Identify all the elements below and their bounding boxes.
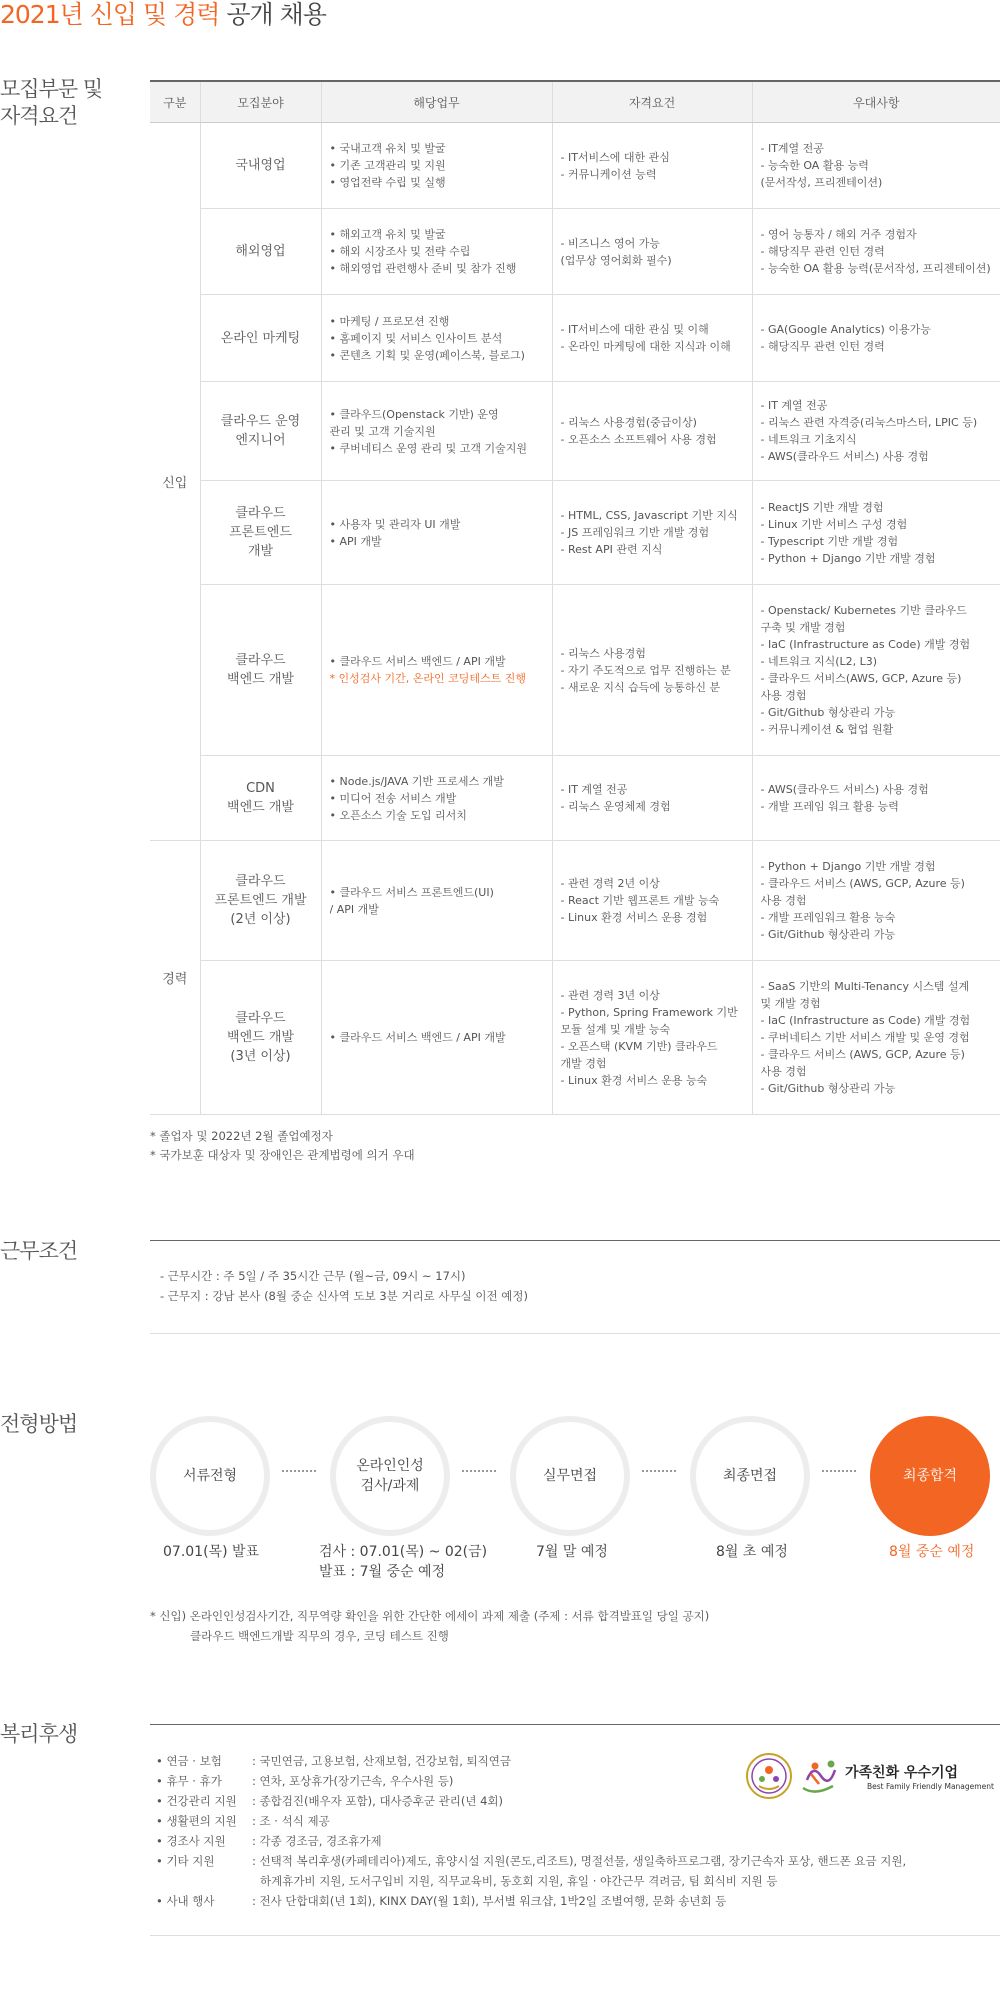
- table-row: [150, 756, 1000, 841]
- step-connector: [282, 1470, 316, 1472]
- preferred-cell: - Openstack/ Kubernetes 기반 클라우드 구축 및 개발 경험 - IaC (Infrastructure as Code) 개발 경험 - 네트워크 지식(L2, L3) - 클라우드 서비스(AWS, GCP, Azure 등) 사용 경험 - Git/Github 형상관리 가능 - 커뮤니케이션 & 협업 원활: [752, 585, 1000, 756]
- field-cell: 온라인 마케팅: [200, 295, 321, 382]
- welfare-value: : 전사 단합대회(년 1회), KINX DAY(월 1회), 부서별 워크샵, 1박2일 조별여행, 문화 송년회 등: [252, 1894, 727, 1908]
- page-title: [0, 0, 326, 30]
- step-date: 8월 초 예정: [716, 1544, 788, 1560]
- table-row: [150, 382, 1000, 481]
- requirements-cell: - 관련 경력 3년 이상 - Python, Spring Framework 기반 모듈 설계 및 개발 능숙 - 오픈스택 (KVM 기반) 클라우드 개발 경험 - Linux 환경 서비스 운용 능숙: [552, 961, 752, 1115]
- field-cell: 클라우드 백엔드 개발: [200, 585, 321, 756]
- header-preferred: 우대사항: [752, 81, 1000, 123]
- preferred-cell: - SaaS 기반의 Multi-Tenancy 시스템 설계 및 개발 경험 - IaC (Infrastructure as Code) 개발 경험 - 쿠버네티스 기반 서비스 개발 및 운영 경험 - 클라우드 서비스 (AWS, GCP, Azure 등) 사용 경험 - Git/Github 형상관리 가능: [752, 961, 1000, 1115]
- welfare-key: • 경조사 지원: [156, 1834, 226, 1848]
- title-rest: 공개 채용: [219, 0, 326, 29]
- table-note: * 국가보훈 대상자 및 장애인은 관계법령에 의거 우대: [150, 1148, 415, 1162]
- welfare-key: • 기타 지원: [156, 1854, 215, 1868]
- divider: [150, 1240, 1000, 1241]
- welfare-key: • 연금 · 보험: [156, 1754, 222, 1768]
- step-practical-interview: [510, 1416, 630, 1536]
- welfare-key: • 건강관리 지원: [156, 1794, 237, 1808]
- field-cell: 해외영업: [200, 209, 321, 295]
- welfare-key: • 휴무 · 휴가: [156, 1774, 222, 1788]
- welfare-key: • 생활편의 지원: [156, 1814, 237, 1828]
- family-friendly-badge: [745, 1752, 995, 1807]
- requirements-cell: - IT 계열 전공 - 리눅스 운영체제 경험: [552, 756, 752, 841]
- field-cell: 클라우드 프론트엔드 개발 (2년 이상): [200, 841, 321, 961]
- selection-note: * 신입) 온라인인성검사기간, 직무역량 확인을 위한 간단한 에세이 과제 제출 (주제 : 서류 합격발표일 당일 공지) 클라우드 백엔드개발 직무의 경우, 코딩 테스트 진행: [150, 1609, 710, 1643]
- requirements-cell: - 비즈니스 영어 가능 (업무상 영어회화 필수): [552, 209, 752, 295]
- table-row: [150, 841, 1000, 961]
- group-senior: 경력: [150, 841, 200, 1115]
- step-date: 7월 말 예정: [536, 1544, 608, 1560]
- preferred-cell: - ReactJS 기반 개발 경험 - Linux 기반 서비스 구성 경험 - Typescript 기반 개발 경험 - Python + Django 기반 개발 경험: [752, 481, 1000, 585]
- requirements-cell: - 리눅스 사용경험(중급이상) - 오픈소스 소프트웨어 사용 경험: [552, 382, 752, 481]
- header-requirements: 자격요건: [552, 81, 752, 123]
- duties-cell: • 클라우드 서비스 백엔드 / API 개발 * 인성검사 기간, 온라인 코딩테스트 진행: [321, 585, 552, 756]
- welfare-item: [156, 1851, 912, 1891]
- step-connector: [462, 1470, 496, 1472]
- section-selection-title: 전형방법: [0, 1412, 78, 1436]
- table-row: [150, 295, 1000, 382]
- preferred-cell: - IT계열 전공 - 능숙한 OA 활용 능력 (문서작성, 프리젠테이션): [752, 123, 1000, 209]
- badge-name: 가족친화 우수기업: [845, 1765, 959, 1781]
- step-document-screening: [150, 1416, 270, 1536]
- step-online-test: [330, 1416, 450, 1536]
- divider: [150, 1724, 1000, 1725]
- group-junior: 신입: [150, 123, 200, 841]
- welfare-value: : 종합검진(배우자 포함), 대사증후군 관리(년 4회): [252, 1794, 504, 1808]
- preferred-cell: - AWS(클라우드 서비스) 사용 경험 - 개발 프레임 워크 활용 능력: [752, 756, 1000, 841]
- step-label: 서류전형: [182, 1468, 238, 1484]
- field-cell: 클라우드 백엔드 개발 (3년 이상): [200, 961, 321, 1115]
- welfare-value: : 국민연금, 고용보험, 산재보험, 건강보험, 퇴직연금: [252, 1754, 511, 1768]
- badge-sub: Best Family Friendly Management: [867, 1782, 994, 1791]
- step-date: 검사 : 07.01(목) ~ 02(금) 발표 : 7월 중순 예정: [319, 1544, 488, 1580]
- preferred-cell: - 영어 능통자 / 해외 거주 경험자 - 해당직무 관련 인턴 경력 - 능숙한 OA 활용 능력(문서작성, 프리젠테이션): [752, 209, 1000, 295]
- table-row: [150, 961, 1000, 1115]
- step-date: 07.01(목) 발표: [163, 1544, 260, 1560]
- field-cell: 클라우드 프론트엔드 개발: [200, 481, 321, 585]
- section-requirements-title: [0, 76, 102, 130]
- section-requirements-line2: 자격요건: [0, 104, 78, 128]
- step-final-pass: [870, 1416, 990, 1536]
- preferred-cell: - IT 계열 전공 - 리눅스 관련 자격증(리눅스마스터, LPIC 등) - 네트워크 기초지식 - AWS(클라우드 서비스) 사용 경험: [752, 382, 1000, 481]
- requirements-cell: - 리눅스 사용경험 - 자기 주도적으로 업무 진행하는 분 - 새로운 지식 습득에 능통하신 분: [552, 585, 752, 756]
- condition-item: - 근무시간 : 주 5일 / 주 35시간 근무 (월~금, 09시 ~ 17시): [160, 1269, 466, 1283]
- welfare-item: [156, 1891, 912, 1911]
- welfare-item: [156, 1811, 912, 1831]
- field-cell: 클라우드 운영 엔지니어: [200, 382, 321, 481]
- welfare-item: [156, 1831, 912, 1851]
- requirements-cell: - 관련 경력 2년 이상 - React 기반 웹프론트 개발 능숙 - Linux 환경 서비스 운용 경험: [552, 841, 752, 961]
- step-connector: [642, 1470, 676, 1472]
- requirements-cell: - HTML, CSS, Javascript 기반 지식 - JS 프레임워크 기반 개발 경험 - Rest API 관련 지식: [552, 481, 752, 585]
- section-conditions-title: 근무조건: [0, 1239, 78, 1263]
- field-cell: CDN 백엔드 개발: [200, 756, 321, 841]
- step-date-final: 8월 중순 예정: [889, 1544, 975, 1560]
- welfare-value: : 연차, 포상휴가(장기근속, 우수사원 등): [252, 1774, 454, 1788]
- step-label: 실무면접: [542, 1468, 598, 1484]
- duties-cell: • 클라우드(Openstack 기반) 운영 관리 및 고객 기술지원 • 쿠버네티스 운영 관리 및 고객 기술지원: [321, 382, 552, 481]
- table-row: [150, 123, 1000, 209]
- duties-cell: • 사용자 및 관리자 UI 개발 • API 개발: [321, 481, 552, 585]
- table-note: * 졸업자 및 2022년 2월 졸업예정자: [150, 1129, 333, 1143]
- table-header-row: [150, 81, 1000, 123]
- divider: [150, 1333, 1000, 1334]
- step-label: 최종합격: [902, 1468, 958, 1484]
- requirements-cell: - IT서비스에 대한 관심 및 이해 - 온라인 마케팅에 대한 지식과 이해: [552, 295, 752, 382]
- duty-note: * 인성검사 기간, 온라인 코딩테스트 진행: [329, 672, 526, 685]
- step-label: 온라인인성 검사/과제: [356, 1458, 424, 1494]
- requirements-cell: - IT서비스에 대한 관심 - 커뮤니케이션 능력: [552, 123, 752, 209]
- step-connector: [822, 1470, 856, 1472]
- duties-cell: • 마케팅 / 프로모션 진행 • 홈페이지 및 서비스 인사이트 분석 • 콘텐츠 기획 및 운영(페이스북, 블로그): [321, 295, 552, 382]
- step-final-interview: [690, 1416, 810, 1536]
- divider: [150, 1935, 1000, 1936]
- table-row: [150, 585, 1000, 756]
- table-notes: [150, 1127, 415, 1165]
- header-field: 모집분야: [200, 81, 321, 123]
- duties-cell: • Node.js/JAVA 기반 프로세스 개발 • 미디어 전송 서비스 개발 • 오픈소스 기술 도입 리서치: [321, 756, 552, 841]
- preferred-cell: - Python + Django 기반 개발 경험 - 클라우드 서비스 (AWS, GCP, Azure 등) 사용 경험 - 개발 프레임워크 활용 능숙 - Git/Github 형상관리 가능: [752, 841, 1000, 961]
- header-category: 구분: [150, 81, 200, 123]
- section-requirements-line1: 모집부문 및: [0, 77, 103, 101]
- welfare-value: : 각종 경조금, 경조휴가제: [252, 1834, 382, 1848]
- welfare-value: : 선택적 복리후생(카페테리아)제도, 휴양시설 지원(콘도,리조트), 명절선물, 생일축하프로그램, 장기근속자 포상, 핸드폰 요금 지원, 하계휴가비 지원, 도서구입비 지원, 직무교육비, 동호회 지원, 휴일 · 야간근무 격려금, 팀 회식비 지원 등: [252, 1854, 907, 1888]
- preferred-cell: - GA(Google Analytics) 이용가능 - 해당직무 관련 인턴 경력: [752, 295, 1000, 382]
- section-welfare-title: 복리후생: [0, 1722, 78, 1746]
- condition-item: - 근무지 : 강남 본사 (8월 중순 신사역 도보 3분 거리로 사무실 이전 예정): [160, 1289, 528, 1303]
- duties-cell: • 클라우드 서비스 프론트엔드(UI) / API 개발: [321, 841, 552, 961]
- welfare-value: : 조 · 석식 제공: [252, 1814, 330, 1828]
- title-accent: 2021년 신입 및 경력: [0, 0, 220, 29]
- welfare-key: • 사내 행사: [156, 1894, 215, 1908]
- table-row: [150, 481, 1000, 585]
- duties-cell: • 국내고객 유치 및 발굴 • 기존 고객관리 및 지원 • 영업전략 수립 및 실행: [321, 123, 552, 209]
- field-cell: 국내영업: [200, 123, 321, 209]
- work-conditions: [160, 1266, 528, 1306]
- duties-cell: • 해외고객 유치 및 발굴 • 해외 시장조사 및 전략 수립 • 해외영업 관련행사 준비 및 참가 진행: [321, 209, 552, 295]
- requirements-table: [150, 80, 1000, 1115]
- step-label: 최종면접: [722, 1468, 778, 1484]
- duties-cell: • 클라우드 서비스 백엔드 / API 개발: [321, 961, 552, 1115]
- header-duties: 해당업무: [321, 81, 552, 123]
- table-row: [150, 209, 1000, 295]
